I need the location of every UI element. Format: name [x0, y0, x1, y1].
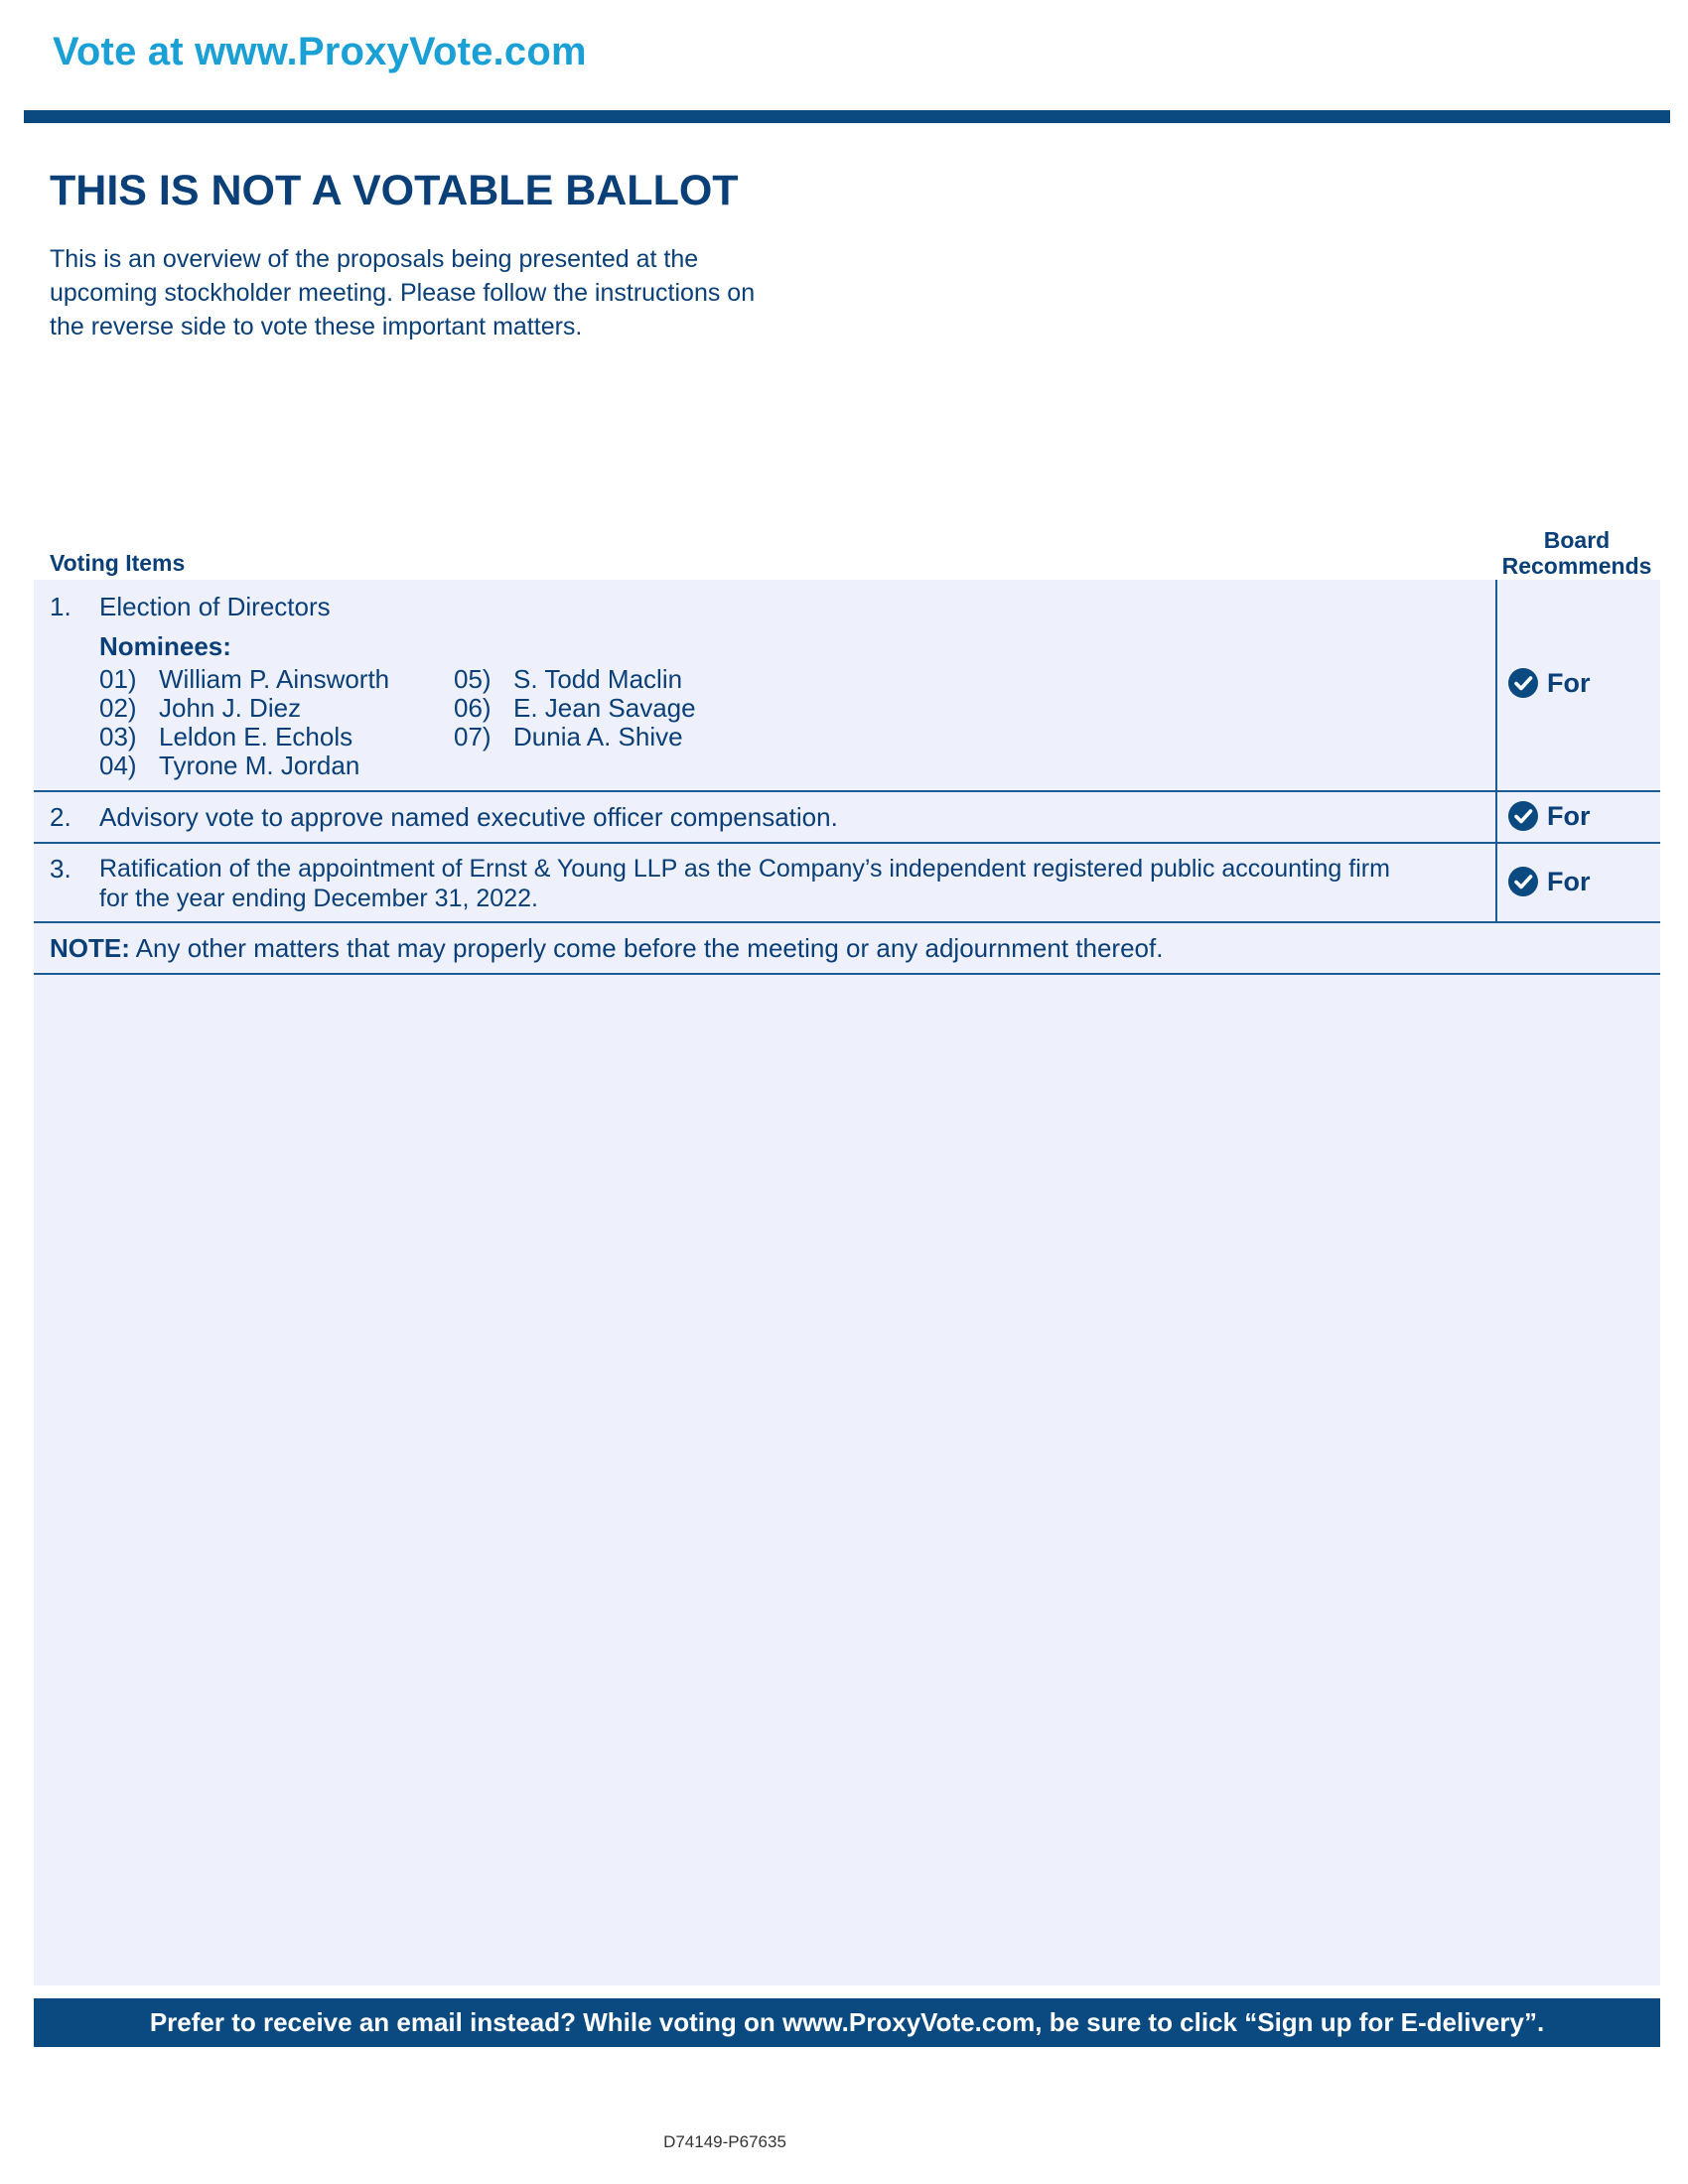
nominee-name: Tyrone M. Jordan [159, 751, 360, 780]
nominees-label: Nominees: [99, 631, 231, 661]
check-circle-icon [1507, 800, 1539, 832]
board-recommends-header-line: Recommends [1501, 553, 1652, 579]
nominee-number: 05) [454, 664, 492, 694]
voting-items-header: Voting Items [50, 550, 186, 576]
note-row [34, 923, 1660, 975]
nominee-name: William P. Ainsworth [159, 664, 390, 694]
recommendation-label: For [1547, 800, 1591, 831]
recommendation-label: For [1547, 866, 1591, 896]
board-recommendation [1501, 667, 1660, 699]
board-recommendation [1501, 800, 1660, 832]
board-recommends-header-line: Board [1543, 527, 1611, 553]
header-divider [24, 110, 1670, 123]
check-circle-icon [1507, 667, 1539, 699]
check-circle-icon [1507, 866, 1539, 897]
item-text: Advisory vote to approve named executive officer compensation. [99, 802, 838, 832]
nominee-name: S. Todd Maclin [513, 664, 683, 694]
nominee-name: Leldon E. Echols [159, 722, 353, 751]
page-header-title[interactable]: Vote at www.ProxyVote.com [53, 30, 587, 73]
nominee-name: E. Jean Savage [513, 693, 696, 723]
recommendation-label: For [1547, 667, 1591, 698]
nominee-number: 01) [99, 664, 137, 694]
page-title: THIS IS NOT A VOTABLE BALLOT [50, 167, 739, 214]
note-body: Any other matters that may properly come before the meeting or any adjournment thereof. [129, 933, 1164, 963]
intro-line: This is an overview of the proposals being presented at the [50, 245, 699, 273]
nominee [454, 665, 696, 694]
intro-paragraph [50, 242, 864, 343]
item-number: 1. [50, 592, 71, 621]
nominee [454, 723, 696, 751]
document-code: D74149-P67635 [663, 2132, 786, 2151]
voting-item-row [34, 580, 1660, 792]
item-text-line: for the year ending December 31, 2022. [99, 885, 538, 912]
item-number: 3. [50, 854, 71, 884]
nominee-number: 03) [99, 722, 137, 751]
nominee-number: 02) [99, 693, 137, 723]
nominees-column [454, 665, 696, 751]
voting-item-row [34, 792, 1660, 844]
nominee [99, 665, 389, 694]
item-text-line: Ratification of the appointment of Ernst & Young LLP as the Company’s independent registered public accounting firm [99, 855, 1390, 883]
nominee [99, 751, 389, 780]
item-text [99, 854, 1509, 913]
board-recommends-header [1497, 527, 1656, 579]
nominee-number: 06) [454, 693, 492, 723]
e-delivery-banner: Prefer to receive an email instead? While voting on www.ProxyVote.com, be sure to click “Sign up for E-delivery”. [34, 1998, 1660, 2047]
intro-line: upcoming stockholder meeting. Please follow the instructions on [50, 279, 756, 307]
nominee-number: 07) [454, 722, 492, 751]
item-text: Election of Directors [99, 592, 331, 621]
nominees-column [99, 665, 389, 780]
board-recommendation [1501, 866, 1660, 897]
nominee-name: John J. Diez [159, 693, 302, 723]
note-label: NOTE: [50, 933, 130, 963]
note-text [50, 933, 1163, 964]
voting-item-row [34, 844, 1660, 923]
nominee [99, 694, 389, 723]
nominee [99, 723, 389, 751]
column-divider [1495, 580, 1497, 923]
item-number: 2. [50, 802, 71, 832]
nominee-name: Dunia A. Shive [513, 722, 683, 751]
nominee [454, 694, 696, 723]
intro-line: the reverse side to vote these important matters. [50, 313, 583, 341]
nominee-number: 04) [99, 751, 137, 780]
